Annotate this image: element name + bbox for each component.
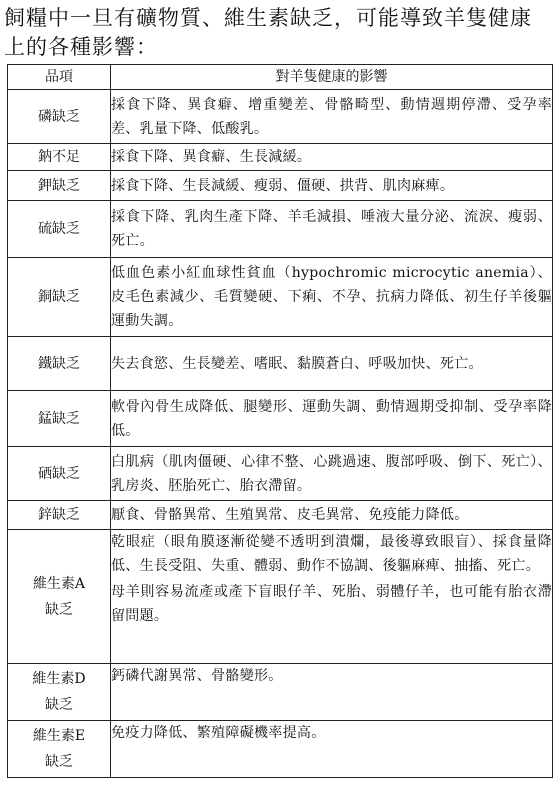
table-row	[8, 721, 553, 778]
table-header-row	[8, 65, 553, 90]
column-header-effect: 對羊隻健康的影響	[111, 65, 553, 90]
row-item-copper: 銅缺乏	[8, 258, 111, 337]
table-row	[8, 90, 553, 144]
table-row	[8, 530, 553, 664]
table-row	[8, 201, 553, 258]
row-item-vitamin-d-line2: 缺乏	[45, 697, 73, 713]
row-effect-zinc: 厭食、骨骼異常、生殖異常、皮毛異常、免疫能力降低。	[111, 501, 553, 530]
table-row	[8, 391, 553, 447]
row-effect-phosphorus: 採食下降、異食癖、增重變差、骨骼畸型、動情週期停滯、受孕率差、乳量下降、低酸乳。	[111, 90, 553, 144]
row-item-vitamin-e-line1: 維生素E	[32, 728, 86, 744]
row-item-vitamin-a-line1: 維生素A	[32, 575, 86, 592]
row-effect-vitamin-a-para2: 母羊則容易流產或產下盲眼仔羊、死胎、弱體仔羊，也可能有胎衣滯留問題。	[111, 584, 552, 624]
table-row	[8, 171, 553, 201]
row-item-vitamin-a	[8, 530, 111, 664]
row-effect-selenium: 白肌病（肌肉僵硬、心律不整、心跳過速、腹部呼吸、倒下、死亡）、乳房炎、胚胎死亡、胎衣滯留。	[111, 447, 553, 501]
table-row	[8, 144, 553, 171]
row-item-sodium: 鈉不足	[8, 144, 111, 171]
row-effect-copper: 低血色素小紅血球性貧血（hypochromic microcytic anemia）、皮毛色素減少、毛質變硬、下痢、不孕、抗病力降低、初生仔羊後軀運動失調。	[111, 258, 553, 337]
page-title: 飼糧中一旦有礦物質、維生素缺乏，可能導致羊隻健康上的各種影響：	[4, 6, 532, 59]
column-header-item: 品項	[8, 65, 111, 90]
table-row	[8, 337, 553, 391]
row-effect-vitamin-d: 鈣磷代謝異常、骨骼變形。	[111, 664, 553, 721]
table-row	[8, 664, 553, 721]
row-item-sulfur: 硫缺乏	[8, 201, 111, 258]
row-effect-sodium: 採食下降、異食癖、生長減緩。	[111, 144, 553, 171]
row-item-vitamin-e	[8, 721, 111, 778]
row-item-potassium: 鉀缺乏	[8, 171, 111, 201]
table-row	[8, 447, 553, 501]
row-effect-iron: 失去食慾、生長變差、嗜眠、黏膜蒼白、呼吸加快、死亡。	[111, 337, 553, 391]
table-row	[8, 501, 553, 530]
row-item-manganese: 錳缺乏	[8, 391, 111, 447]
row-item-phosphorus: 磷缺乏	[8, 90, 111, 144]
row-item-vitamin-d-line1: 維生素D	[32, 671, 86, 687]
deficiency-effects-table	[7, 64, 553, 778]
row-item-selenium: 硒缺乏	[8, 447, 111, 501]
row-item-vitamin-e-line2: 缺乏	[45, 754, 73, 770]
row-item-iron: 鐵缺乏	[8, 337, 111, 391]
row-item-vitamin-a-line2: 缺乏	[45, 601, 73, 618]
row-effect-sulfur: 採食下降、乳肉生產下降、羊毛減損、唾液大量分泌、流淚、瘦弱、死亡。	[111, 201, 553, 258]
row-effect-potassium: 採食下降、生長減緩、瘦弱、僵硬、拱背、肌肉麻痺。	[111, 171, 553, 201]
row-effect-manganese: 軟骨內骨生成降低、腿變形、運動失調、動情週期受抑制、受孕率降低。	[111, 391, 553, 447]
row-effect-vitamin-a-para1: 乾眼症（眼角膜逐漸從變不透明到潰爛，最後導致眼盲）、採食量降低、生長受阻、失重、體弱、動作不協調、後軀麻痺、抽搐、死亡。	[111, 534, 552, 574]
table-row	[8, 258, 553, 337]
row-effect-vitamin-e: 免疫力降低、繁殖障礙機率提高。	[111, 721, 553, 778]
row-item-vitamin-d	[8, 664, 111, 721]
row-item-zinc: 鋅缺乏	[8, 501, 111, 530]
row-effect-vitamin-a	[111, 530, 553, 664]
